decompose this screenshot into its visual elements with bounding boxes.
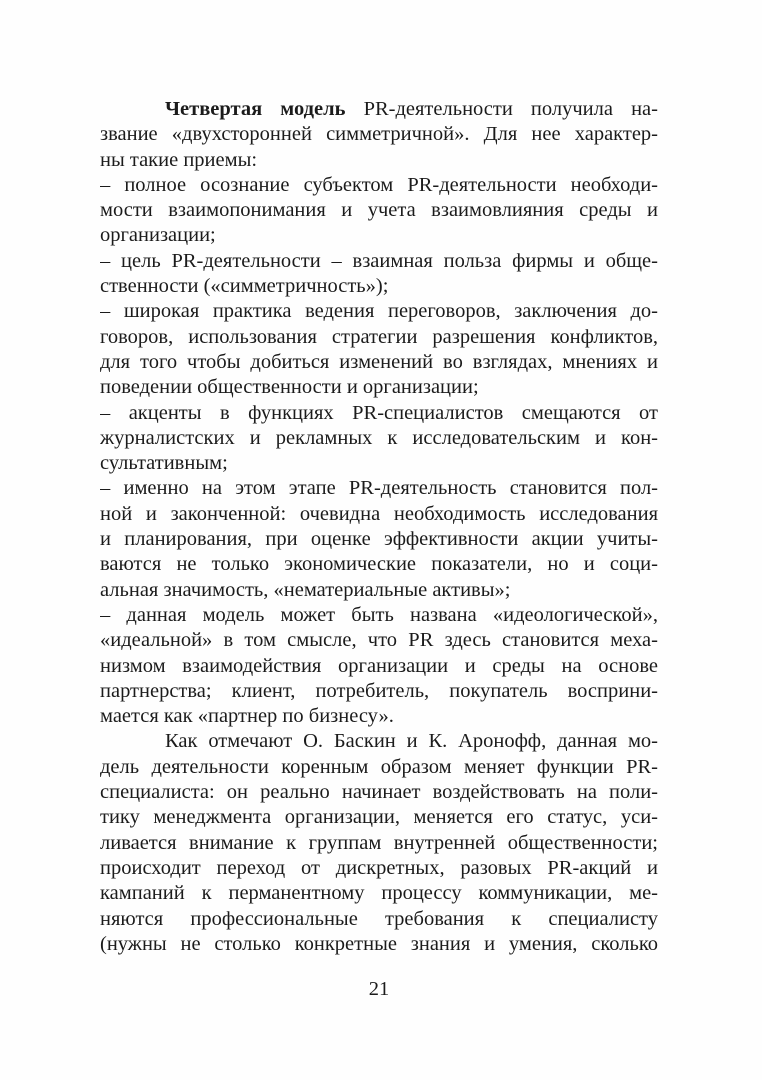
text-line: няются профессиональные требования к специалисту	[100, 907, 658, 930]
text-line: – данная модель может быть названа «идеологической»,	[100, 603, 658, 626]
text-line: ной и законченной: очевидна необходимость исследования	[100, 502, 658, 525]
text-line: – цель PR-деятельности – взаимная польза фирмы и обще-	[100, 249, 658, 272]
text-line: журналистских и рекламных к исследовательским и кон-	[100, 426, 658, 449]
text-line: ливается внимание к группам внутренней общественности;	[100, 831, 658, 854]
text-line: организации;	[100, 224, 216, 247]
text-line: поведении общественности и организации;	[100, 376, 479, 399]
page-text	[100, 97, 658, 957]
text-line: Четвертая модель PR-деятельности получила на-	[165, 98, 658, 120]
text-line: – полное осознание субъектом PR-деятельности необходи-	[100, 173, 658, 196]
text-line: (нужны не столько конкретные знания и умения, сколько	[100, 932, 658, 955]
text-line: ны такие приемы:	[100, 148, 258, 171]
text-line: сультативным;	[100, 452, 228, 475]
text-line: дель деятельности коренным образом меняет функции PR-	[100, 755, 658, 778]
page-number: 21	[368, 978, 390, 1000]
text-line: говоров, использования стратегии разрешения конфликтов,	[100, 325, 658, 348]
text-line: ственности («симметричность»);	[100, 275, 389, 298]
text-line: ваются не только экономические показатели, но и соци-	[100, 553, 658, 576]
text-line: низмом взаимодействия организации и среды на основе	[100, 654, 658, 677]
text-line: «идеальной» в том смысле, что PR здесь становится меха-	[100, 629, 658, 652]
text-line: Как отмечают О. Баскин и К. Аронофф, данная мо-	[165, 730, 658, 753]
text-line: кампаний к перманентному процессу коммуникации, ме-	[100, 882, 658, 905]
text-line: мости взаимопонимания и учета взаимовлияния среды и	[100, 199, 658, 222]
text-line: мается как «партнер по бизнесу».	[100, 705, 394, 728]
text-line: тику менеджмента организации, меняется его статус, уси-	[100, 806, 658, 829]
text-line: – именно на этом этапе PR-деятельность становится пол-	[100, 477, 658, 500]
text-line: специалиста: он реально начинает воздействовать на поли-	[100, 781, 658, 804]
text-line: звание «двухсторонней симметричной». Для нее характер-	[100, 123, 658, 146]
text-line: партнерства; клиент, потребитель, покупатель восприни-	[100, 679, 658, 702]
text-line: – акценты в функциях PR-специалистов смещаются от	[100, 401, 658, 424]
bold-run: Четвертая модель	[165, 98, 346, 120]
text-line: для того чтобы добиться изменений во взглядах, мнениях и	[100, 350, 658, 373]
text-line: происходит переход от дискретных, разовых PR-акций и	[100, 856, 658, 879]
text-line: альная значимость, «нематериальные активы»;	[100, 578, 511, 601]
text-line: – широкая практика ведения переговоров, заключения до-	[100, 300, 658, 323]
text-line: и планирования, при оценке эффективности акции учиты-	[100, 528, 658, 551]
